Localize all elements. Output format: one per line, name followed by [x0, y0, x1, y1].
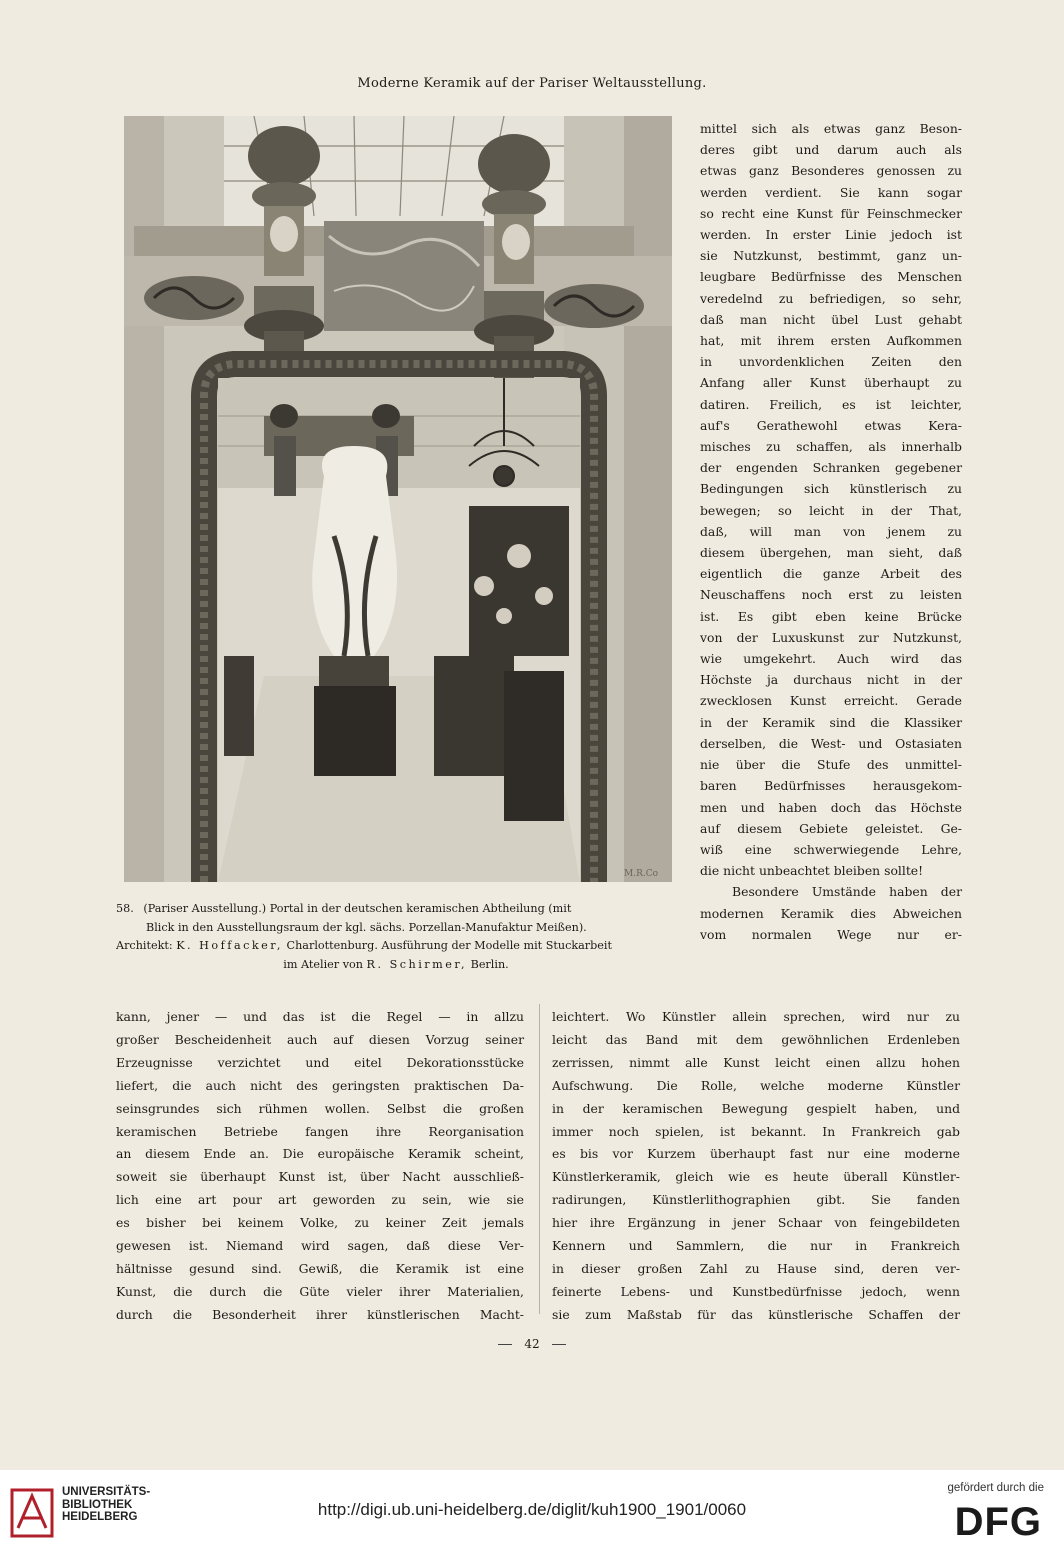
permalink[interactable]: http://digi.ub.uni-heidelberg.de/diglit/kuh1900_1901/0060	[317, 1500, 747, 1519]
text-line: Höchste ja durchaus nicht in der	[700, 672, 962, 688]
text-line: Kennern und Sammlern, die nur in Frankreich	[552, 1238, 960, 1254]
text-line: durch die Besonderheit ihrer künstlerischen Macht-	[116, 1306, 524, 1322]
caption-architect: K. Hoffacker,	[176, 939, 283, 952]
text-line: sie Nutzkunst, bestimmt, ganz un-	[700, 248, 962, 264]
text-line: in der keramischen Bewegung gespielt haben, und	[552, 1100, 960, 1116]
text-line: eigentlich die ganze Arbeit des	[700, 566, 962, 582]
text-line: nie über die Stufe des unmittel-	[700, 757, 962, 773]
text-line: so recht eine Kunst für Feinschmecker	[700, 205, 962, 221]
text-line: Kunst, die durch die Güte vieler ihrer Materialien,	[116, 1283, 524, 1299]
text-line: kann, jener — und das ist die Regel — in allzu	[116, 1009, 524, 1024]
dfg-logo[interactable]: DFG	[954, 1500, 1042, 1544]
text-line: seinsgrundes sich rühmen wollen. Selbst die großen	[116, 1100, 524, 1116]
right-text-column	[552, 1006, 960, 1327]
text-line: in der Keramik sind die Klassiker	[700, 714, 962, 730]
text-line: hier ihre Ergänzung in jener Schaar von feingebildeten	[552, 1215, 960, 1231]
text-line: in dieser großen Zahl zu Hause sind, deren ver-	[552, 1260, 960, 1276]
text-line: liefert, die auch nicht des geringsten praktischen Da-	[116, 1077, 524, 1093]
text-line: die nicht unbeachtet bleiben sollte!	[700, 863, 924, 879]
text-line: modernen Keramik dies Abweichen	[700, 905, 962, 921]
text-line: radirungen, Künstlerlithographien gibt. Sie fanden	[552, 1192, 960, 1208]
text-line: men und haben doch das Höchste	[700, 799, 962, 815]
funding-note: gefördert durch die	[947, 1482, 1044, 1494]
text-line: wiß eine schwerwiegende Lehre,	[700, 841, 962, 857]
text-line: Aufschwung. Die Rolle, welche moderne Künstler	[552, 1077, 960, 1093]
text-line: leichtert. Wo Künstler allein sprechen, wird nur zu	[552, 1009, 960, 1024]
text-line: misches zu schaffen, als innerhalb	[700, 439, 962, 455]
text-line: diesem übergehen, man sieht, daß	[700, 545, 962, 561]
text-line: keramischen Betriebe fangen ihre Reorganisation	[116, 1123, 524, 1139]
caption-line-1: (Pariser Ausstellung.) Portal in der deutschen keramischen Abtheilung (mit	[143, 902, 572, 915]
side-text-column	[700, 118, 962, 945]
caption-sculptor: R. Schirmer,	[366, 957, 468, 971]
library-name-line: BIBLIOTHEK	[62, 1498, 133, 1511]
text-line: daß, will man von jenem zu	[700, 523, 962, 539]
text-line: auf's Gerathewohl etwas Kera-	[700, 417, 962, 433]
digitization-footer	[0, 1470, 1064, 1553]
text-line: großer Bescheidenheit auch auf diesen Vorzug seiner	[116, 1031, 524, 1047]
text-line: Neuschaffens noch erst zu leisten	[700, 587, 962, 603]
text-line: Anfang aller Kunst überhaupt zu	[700, 375, 962, 391]
text-line: Künstlerkeramik, gleich wie es heute überall Künstler-	[552, 1169, 960, 1185]
text-line: Bedingungen sich künstlerisch zu	[700, 481, 962, 497]
portal-illustration	[124, 116, 672, 882]
text-line: es bisher bei keinem Volke, zu keiner Zeit jemals	[116, 1215, 524, 1231]
text-line: lich eine art pour art geworden zu sein, wie sie	[116, 1192, 524, 1208]
folio-dash-right	[552, 1344, 566, 1345]
text-line: von der Luxuskunst zur Nutzkunst,	[700, 629, 962, 645]
text-line: an diesem Ende an. Die europäische Keramik scheint,	[116, 1146, 524, 1162]
text-line: ist. Es gibt eben keine Brücke	[700, 608, 962, 624]
text-line: deres gibt und darum auch als	[700, 142, 962, 158]
text-line: gewesen ist. Niemand wird sagen, daß diese Ver-	[116, 1238, 524, 1254]
page-number-value: 42	[524, 1337, 540, 1351]
folio-dash-left	[498, 1344, 512, 1345]
text-line: wie umgekehrt. Auch wird das	[700, 651, 962, 667]
engraver-mark: M.R.Co	[624, 869, 659, 879]
text-line: daß man nicht übel Lust gehabt	[700, 311, 962, 327]
text-line: hat, mit ihrem ersten Aufkommen	[700, 333, 962, 349]
left-text-column	[116, 1006, 524, 1327]
text-line: zerrissen, nimmt alle Kunst leicht einen allzu hohen	[552, 1054, 960, 1070]
large-vase	[312, 446, 397, 776]
text-line: sie zum Maßstab für das künstlerische Schaffen der	[552, 1306, 960, 1322]
figure-caption	[116, 900, 676, 974]
text-line: leicht das Band mit dem gewöhnlichen Erdenleben	[552, 1031, 960, 1047]
text-line: der engenden Schranken gegebener	[700, 460, 962, 476]
figure-photograph	[124, 116, 672, 882]
text-line: datiren. Freilich, es ist leichter,	[700, 396, 962, 412]
text-line: baren Bedürfnisses herausgekom-	[700, 778, 962, 794]
text-line: immer noch spielen, ist bekannt. In Frankreich gab	[552, 1123, 960, 1139]
text-line: zwecklosen Kunst erreicht. Gerade	[700, 693, 962, 709]
text-line: werden. In erster Linie jedoch ist	[700, 227, 962, 243]
text-line: auf diesem Gebiete geleistet. Ge-	[700, 820, 962, 836]
caption-sculptor-prefix: im Atelier von	[283, 957, 363, 971]
caption-architect-prefix: Architekt:	[116, 939, 173, 952]
column-divider	[539, 1004, 540, 1314]
text-line: etwas ganz Besonderes genossen zu	[700, 163, 962, 179]
text-line: es bis vor Kurzem überhaupt fast nur eine moderne	[552, 1146, 960, 1162]
text-line: leugbare Bedürfnisse des Menschen	[700, 269, 962, 285]
text-line: vom normalen Wege nur er-	[700, 926, 962, 942]
library-name-line: UNIVERSITÄTS-	[62, 1486, 151, 1498]
library-name-line: HEIDELBERG	[62, 1511, 138, 1523]
text-line: veredelnd zu befriedigen, so sehr,	[700, 290, 962, 306]
text-line: feinerte Lebens- und Kunstbedürfnisse jedoch, wenn	[552, 1283, 960, 1299]
text-line: hältnisse gesund sind. Gewiß, die Keramik ist eine	[116, 1260, 524, 1276]
caption-line-3: Charlottenburg. Ausführung der Modelle mit Stuckarbeit	[286, 939, 613, 952]
text-line: werden verdient. Sie kann sogar	[700, 184, 962, 200]
text-line: Erzeugnisse verzichtet und eitel Dekorationsstücke	[116, 1054, 524, 1070]
text-line: bewegen; so leicht in der That,	[700, 502, 962, 518]
running-head: Moderne Keramik auf der Pariser Weltausstellung.	[357, 76, 707, 91]
caption-line-2: Blick in den Ausstellungsraum der kgl. sächs. Porzellan-Manufaktur Meißen).	[146, 920, 587, 934]
text-line: Besondere Umstände haben der	[732, 884, 962, 900]
text-line: derselben, die West- und Ostasiaten	[700, 735, 962, 751]
text-line: in unvordenklichen Zeiten den	[700, 354, 962, 370]
text-line: soweit sie überhaupt Kunst ist, über Nacht ausschließ-	[116, 1169, 524, 1185]
caption-line-4: Berlin.	[470, 957, 509, 971]
page-number	[0, 1337, 1064, 1351]
text-line: mittel sich als etwas ganz Beson-	[700, 121, 962, 136]
figure-number: 58.	[116, 902, 134, 915]
